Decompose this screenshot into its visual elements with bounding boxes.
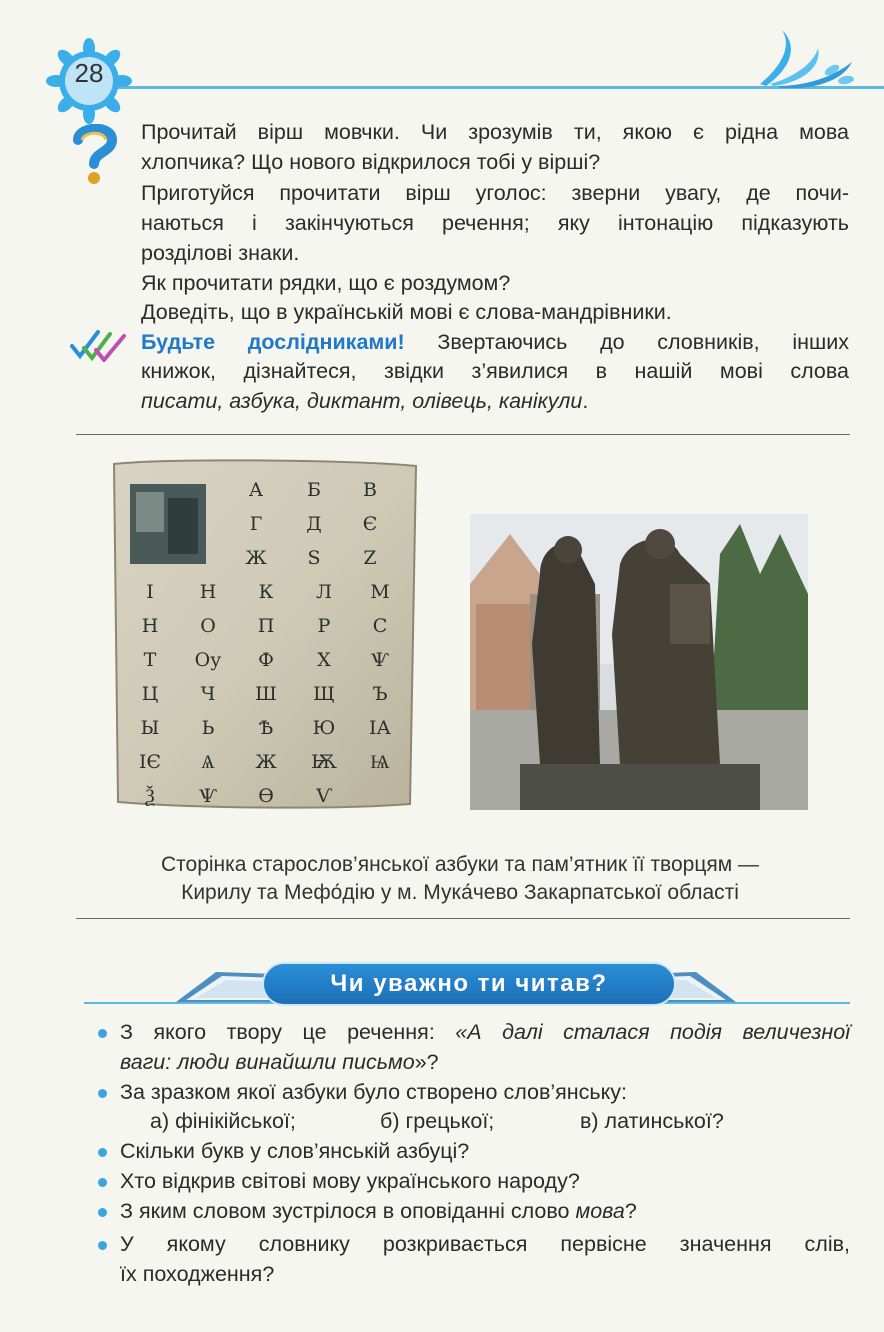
alphabet-letter: Ж <box>245 547 267 569</box>
question-4: Хто відкрив світові мову українського народу? <box>120 1169 580 1193</box>
alphabet-letter: К <box>258 581 274 603</box>
alphabet-letter: Ю <box>312 717 336 739</box>
task-line: Як прочитати рядки, що є роздумом? <box>141 271 511 295</box>
alphabet-letter: Ы <box>140 717 160 739</box>
question-5-text: З яким словом зустрілося в оповіданні слово <box>120 1199 576 1223</box>
alphabet-letter: Ш <box>255 683 277 705</box>
bullet-icon <box>98 1208 107 1217</box>
alphabet-letter: Л <box>316 581 332 603</box>
alphabet-letter: Х <box>317 649 331 671</box>
figure-caption-line-1: Сторінка старослов’янської азбуки та пам’ятник її творцям — <box>160 853 760 876</box>
question-1-line-2 <box>120 1048 850 1078</box>
alphabet-letter: Р <box>317 615 331 637</box>
question-1-quote-end: ваги: люди винайшли письмо <box>120 1050 415 1074</box>
bullet-icon <box>98 1148 107 1157</box>
alphabet-letter: Щ <box>313 683 335 705</box>
question-1-line-1 <box>120 1018 850 1048</box>
question-3: Скільки букв у слов’янській азбуці? <box>120 1139 470 1163</box>
task-line: Приготуйся прочитати вірш уголос: зверни увагу, де почи- <box>141 181 849 205</box>
option-c: в) латинської? <box>580 1109 724 1133</box>
question-6-line-2: їх походження? <box>120 1262 275 1286</box>
page-number: 28 <box>74 58 104 88</box>
task-line: Прочитай вірш мовчки. Чи зрозумів ти, якою є рідна мова <box>141 120 849 144</box>
alphabet-letter: Ц <box>141 683 159 705</box>
question-2: За зразком якої азбуки було створено слов’янську: <box>120 1080 627 1104</box>
question-5-word: мова <box>575 1199 625 1223</box>
italic-words: писати, азбука, диктант, олівець, канікули <box>141 389 583 413</box>
option-a: а) фінікійської; <box>150 1109 296 1133</box>
cyril-methodius-monument-photo <box>470 514 808 810</box>
alphabet-letter: Ь <box>201 717 215 739</box>
alphabet-letter: Ч <box>200 683 216 705</box>
question-5 <box>120 1197 850 1227</box>
research-task <box>141 328 849 358</box>
alphabet-letter: Н <box>141 615 159 637</box>
alphabet-letter: Ѧ <box>201 751 215 773</box>
leaf-decoration-icon <box>752 26 862 88</box>
alphabet-letter: Z <box>363 547 377 569</box>
research-text: Звертаючись до словників, інших <box>404 330 849 354</box>
alphabet-letter: В <box>363 479 377 501</box>
checkmarks-icon <box>70 328 128 362</box>
alphabet-letter: Д <box>306 513 322 535</box>
old-slavonic-alphabet-image <box>110 458 420 810</box>
alphabet-letter: П <box>257 615 275 637</box>
question-1-text: З якого твору це речення: <box>120 1020 456 1044</box>
alphabet-letter: ІА <box>369 717 391 739</box>
task-line: наються і закінчуються речення; яку інтонацію підказують <box>141 211 849 235</box>
bullet-icon <box>98 1178 107 1187</box>
divider-bottom <box>76 918 850 919</box>
alphabet-letter: Н <box>199 581 217 603</box>
alphabet-letter: Ф <box>258 649 274 671</box>
alphabet-letter: S <box>307 547 321 569</box>
divider-top <box>76 434 850 435</box>
task-line: книжок, дізнайтеся, звідки з’явилися в нашій мові слова <box>141 359 849 383</box>
alphabet-letter: Оу <box>194 649 222 671</box>
question-1-end: »? <box>414 1050 439 1074</box>
question-6-line-1: У якому словнику розкривається первісне значення слів, <box>120 1232 850 1256</box>
quiz-title: Чи уважно ти читав? <box>262 962 676 1006</box>
alphabet-letter: Ѱ <box>371 649 389 671</box>
task-line: Доведіть, що в українській мові є слова-мандрівники. <box>141 300 672 324</box>
task-line: хлопчика? Що нового відкрилося тобі у вірші? <box>141 150 601 174</box>
alphabet-letter: Ъ <box>372 683 388 705</box>
alphabet-letter: Т <box>143 649 157 671</box>
alphabet-letter: Ѵ <box>315 785 333 807</box>
words-end: . <box>582 389 589 413</box>
question-1-quote: «А далі сталася подія величезної <box>455 1020 850 1044</box>
alphabet-letter: Ѯ <box>145 785 155 807</box>
alphabet-letter: Ѣ <box>258 717 274 739</box>
option-b: б) грецької; <box>380 1109 495 1133</box>
alphabet-letter: Є <box>362 513 378 535</box>
bullet-icon <box>98 1029 107 1038</box>
alphabet-letter: Ѭ <box>311 751 337 773</box>
bullet-icon <box>98 1089 107 1098</box>
alphabet-letter: Ж <box>255 751 277 773</box>
alphabet-letter: ІЄ <box>138 751 162 773</box>
bullet-icon <box>98 1241 107 1250</box>
alphabet-letter: О <box>200 615 216 637</box>
alphabet-letter: С <box>372 615 388 637</box>
alphabet-letter: Б <box>307 479 321 501</box>
task-line: розділові знаки. <box>141 241 300 265</box>
alphabet-letter: І <box>146 581 154 603</box>
question-mark-icon <box>70 124 120 186</box>
alphabet-letter: Ѳ <box>258 785 274 807</box>
alphabet-letter: Г <box>249 513 263 535</box>
alphabet-letter: Ѱ <box>199 785 217 807</box>
alphabet-letter: М <box>370 581 390 603</box>
research-label: Будьте дослідниками! <box>141 330 405 354</box>
figure-caption-line-2: Кирилу та Мефо́дію у м. Мука́чево Закарпатської області <box>181 881 739 904</box>
question-5-end: ? <box>624 1199 637 1223</box>
alphabet-letter: Ѩ <box>370 751 390 773</box>
task-line-words <box>141 387 849 417</box>
alphabet-letter: А <box>248 479 264 501</box>
